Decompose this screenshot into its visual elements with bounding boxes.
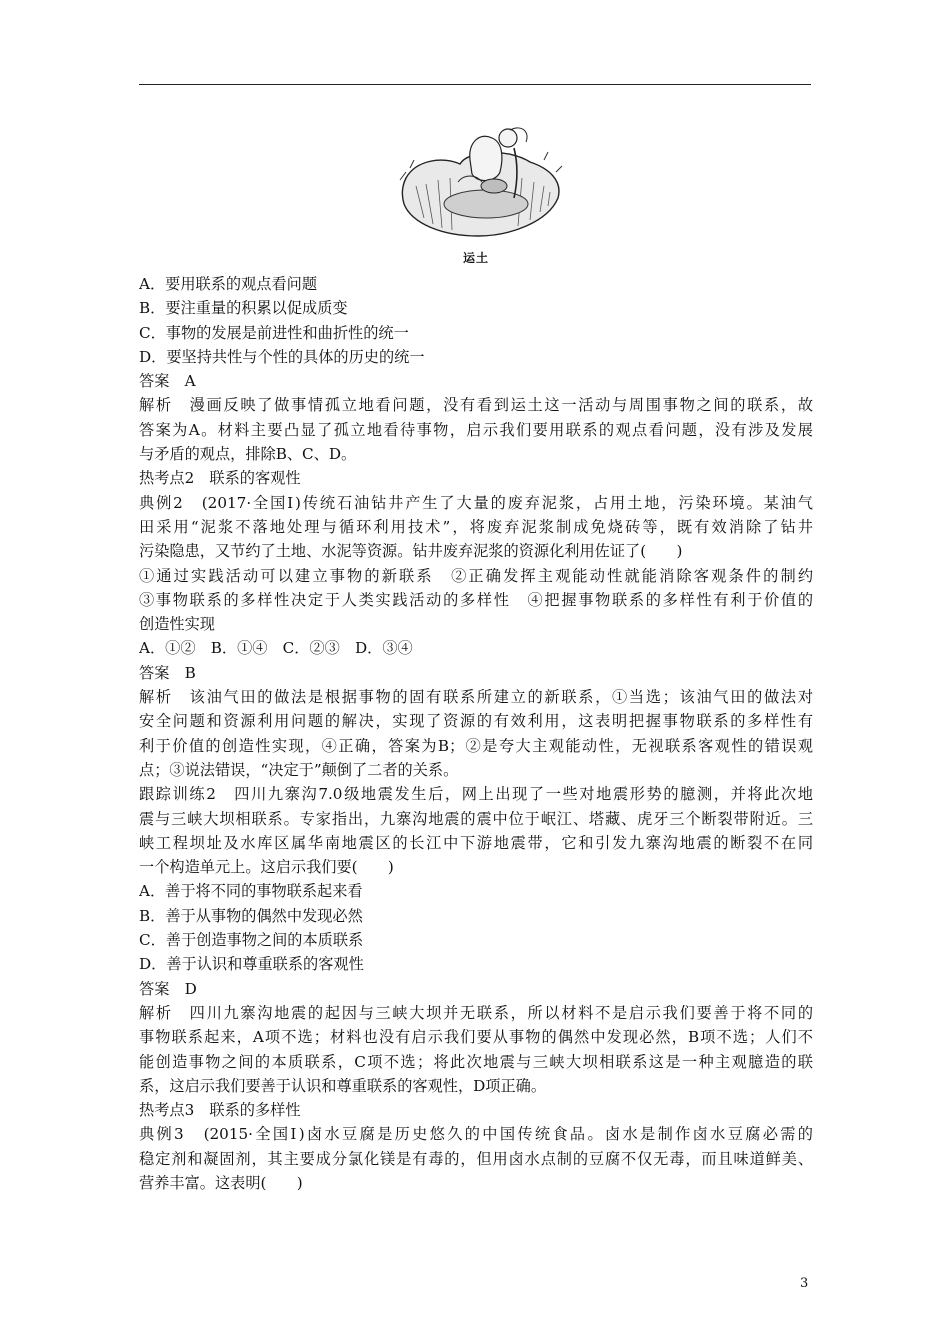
text-line: 答案 D — [139, 979, 197, 998]
text-line: 点；③说法错误，“决定于”颠倒了二者的关系。 — [139, 760, 459, 779]
text-line: D．要坚持共性与个性的具体的历史的统一 — [139, 347, 425, 366]
text-line: 能创造事物之间的本质联系，C项不选；将此次地震与三峡大坝相联系这是一种主观臆造的联 — [139, 1052, 813, 1071]
text-line: 利于价值的创造性实现，④正确，答案为B；②是夸大主观能动性，无视联系客观性的错误观 — [139, 736, 813, 755]
text-line: 震与三峡大坝相联系。专家指出，九寨沟地震的震中位于岷江、塔藏、虎牙三个断裂带附近。三 — [139, 809, 813, 828]
text-line: 与矛盾的观点，排除B、C、D。 — [139, 445, 357, 464]
text-line: 一个构造单元上。这启示我们要( ) — [139, 858, 394, 877]
text-line: ①通过实践活动可以建立事物的新联系 ②正确发挥主观能动性就能消除客观条件的制约 — [139, 566, 813, 585]
text-line: A．要用联系的观点看问题 — [139, 275, 318, 293]
text-line: 典例3 (2015·全国Ⅰ)卤水豆腐是历史悠久的中国传统食品。卤水是制作卤水豆腐必需的 — [139, 1125, 813, 1144]
text-line: C．事物的发展是前进性和曲折性的统一 — [139, 323, 409, 342]
cartoon-illustration — [398, 120, 568, 245]
text-line: 跟踪训练2 四川九寨沟7.0级地震发生后，网上出现了一些对地震形势的臆测，并将此次地 — [139, 785, 813, 804]
text-line: ③事物联系的多样性决定于人类实践活动的多样性 ④把握事物联系的多样性有利于价值的 — [139, 590, 813, 609]
text-line: 答案为A。材料主要凸显了孤立地看待事物，启示我们要用联系的观点看问题，没有涉及发展 — [139, 420, 813, 439]
text-line: 稳定剂和凝固剂，其主要成分氯化镁是有毒的，但用卤水点制的豆腐不仅无毒，而且味道鲜美、 — [139, 1149, 813, 1168]
text-line: D．善于认识和尊重联系的客观性 — [139, 955, 364, 974]
text-line: C．善于创造事物之间的本质联系 — [139, 931, 364, 950]
document-body — [139, 272, 813, 1195]
text-line: 解析 该油气田的做法是根据事物的固有联系所建立的新联系，①当选；该油气田的做法对 — [139, 688, 813, 707]
text-line: 解析 漫画反映了做事情孤立地看问题，没有看到运土这一活动与周围事物之间的联系，故 — [139, 396, 813, 415]
text-line: 系，这启示我们要善于认识和尊重联系的客观性，D项正确。 — [139, 1076, 547, 1095]
text-line: 热考点3 联系的多样性 — [139, 1101, 301, 1120]
text-line: B．要注重量的积累以促成质变 — [139, 299, 348, 318]
text-line: 热考点2 联系的客观性 — [139, 469, 301, 488]
figure-caption: 运土 — [463, 251, 490, 265]
text-line: 峡工程坝址及水库区属华南地震区的长江中下游地震带，它和引发九寨沟地震的断裂不在同 — [139, 833, 813, 852]
page-number: 3 — [800, 1276, 809, 1291]
text-line: A．①② B．①④ C．②③ D．③④ — [139, 639, 413, 658]
text-line: 营养丰富。这表明( ) — [139, 1173, 303, 1192]
text-line: 污染隐患，又节约了土地、水泥等资源。钻井废弃泥浆的资源化利用佐证了( ) — [139, 542, 683, 561]
text-line: 解析 四川九寨沟地震的起因与三峡大坝并无联系，所以材料不是启示我们要善于将不同的 — [139, 1003, 813, 1022]
text-line: 安全问题和资源利用问题的解决，实现了资源的有效利用，这表明把握事物联系的多样性有 — [139, 712, 813, 731]
text-line: 典例2 (2017·全国Ⅰ)传统石油钻井产生了大量的废弃泥浆，占用土地，污染环境。某油气 — [139, 493, 813, 512]
text-line: 田采用“泥浆不落地处理与循环利用技术”，将废弃泥浆制成免烧砖等，既有效消除了钻井 — [139, 517, 813, 536]
text-line: A．善于将不同的事物联系起来看 — [139, 882, 363, 901]
text-line: 答案 A — [139, 372, 196, 391]
text-line: 答案 B — [139, 663, 196, 682]
header-rule — [139, 84, 811, 85]
text-line: 事物联系起来，A项不选；材料也没有启示我们要从事物的偶然中发现必然，B项不选；人们不 — [139, 1028, 813, 1047]
text-line: B．善于从事物的偶然中发现必然 — [139, 906, 363, 925]
text-line: 创造性实现 — [139, 615, 215, 634]
